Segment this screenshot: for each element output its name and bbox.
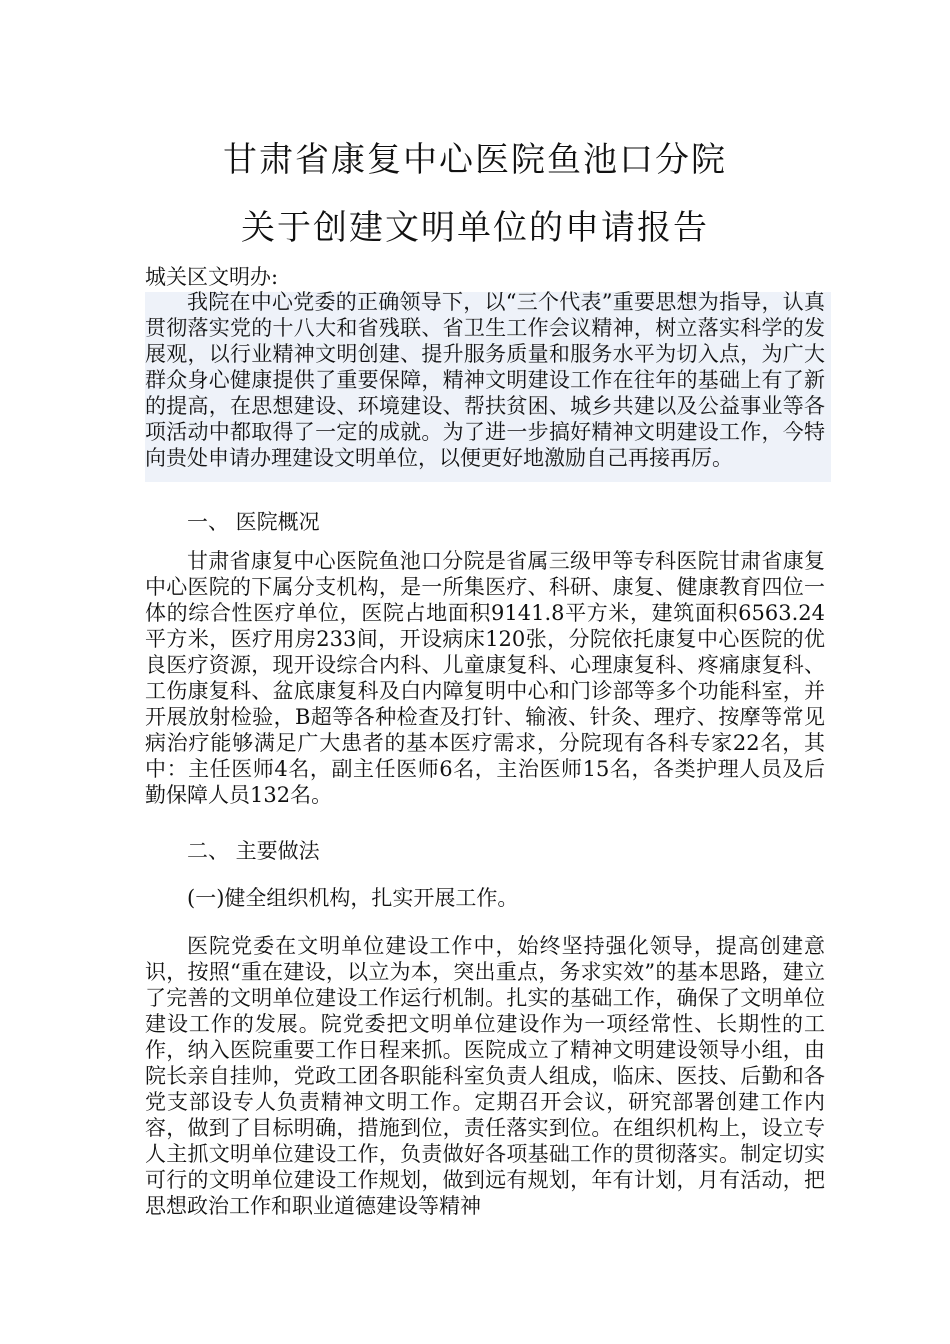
subsection-heading-organization: (一)健全组织机构，扎实开展工作。 <box>187 886 519 910</box>
document-title-line-2: 关于创建文明单位的申请报告 <box>241 208 709 248</box>
paragraph-organization: 医院党委在文明单位建设工作中，始终坚持强化领导，提高创建意识，按照“重在建设，以立为本，突出重点，务求实效”的基本思路，建立了完善的文明单位建设工作运行机制。扎实的基础工作，确保了文明单位建设工作的发展。院党委把文明单位建设作为一项经常性、长期性的工作，纳入医院重要工作日程来抓。医院成立了精神文明建设领导小组，由院长亲自挂帅，党政工团各职能科室负责人组成，临床、医技、后勤和各党支部设专人负责精神文明工作。定期召开会议，研究部署创建工作内容，做到了目标明确，措施到位，责任落实到位。在组织机构上，设立专人主抓文明单位建设工作，负责做好各项基础工作的贯彻落实。制定切实可行的文明单位建设工作规划，做到远有规划，年有计划，月有活动，把思想政治工作和职业道德建设等精神 <box>145 934 825 1218</box>
document-title-line-1: 甘肃省康复中心医院鱼池口分院 <box>223 140 727 180</box>
section-heading-practices: 二、 主要做法 <box>187 839 320 863</box>
section-heading-overview: 一、 医院概况 <box>187 510 320 534</box>
salutation: 城关区文明办: <box>145 265 279 289</box>
paragraph-intro: 我院在中心党委的正确领导下，以“三个代表”重要思想为指导，认真贯彻落实党的十八大和省残联、省卫生工作会议精神，树立落实科学的发展观，以行业精神文明创建、提升服务质量和服务水平为切入点，为广大群众身心健康提供了重要保障，精神文明建设工作在往年的基础上有了新的提高，在思想建设、环境建设、帮扶贫困、城乡共建以及公益事业等各项活动中都取得了一定的成就。为了进一步搞好精神文明建设工作，今特向贵处申请办理建设文明单位，以便更好地激励自己再接再厉。 <box>145 290 825 470</box>
paragraph-overview: 甘肃省康复中心医院鱼池口分院是省属三级甲等专科医院甘肃省康复中心医院的下属分支机构，是一所集医疗、科研、康复、健康教育四位一体的综合性医疗单位，医院占地面积9141.8平方米，建筑面积6563.24平方米，医疗用房233间，开设病床120张，分院依托康复中心医院的优良医疗资源，现开设综合内科、儿童康复科、心理康复科、疼痛康复科、工伤康复科、盆底康复科及白内障复明中心和门诊部等多个功能科室，并开展放射检验，B超等各种检查及打针、输液、针灸、理疗、按摩等常见病治疗能够满足广大患者的基本医疗需求，分院现有各科专家22名，其中：主任医师4名，副主任医师6名，主治医师15名，各类护理人员及后勤保障人员132名。 <box>145 549 825 807</box>
